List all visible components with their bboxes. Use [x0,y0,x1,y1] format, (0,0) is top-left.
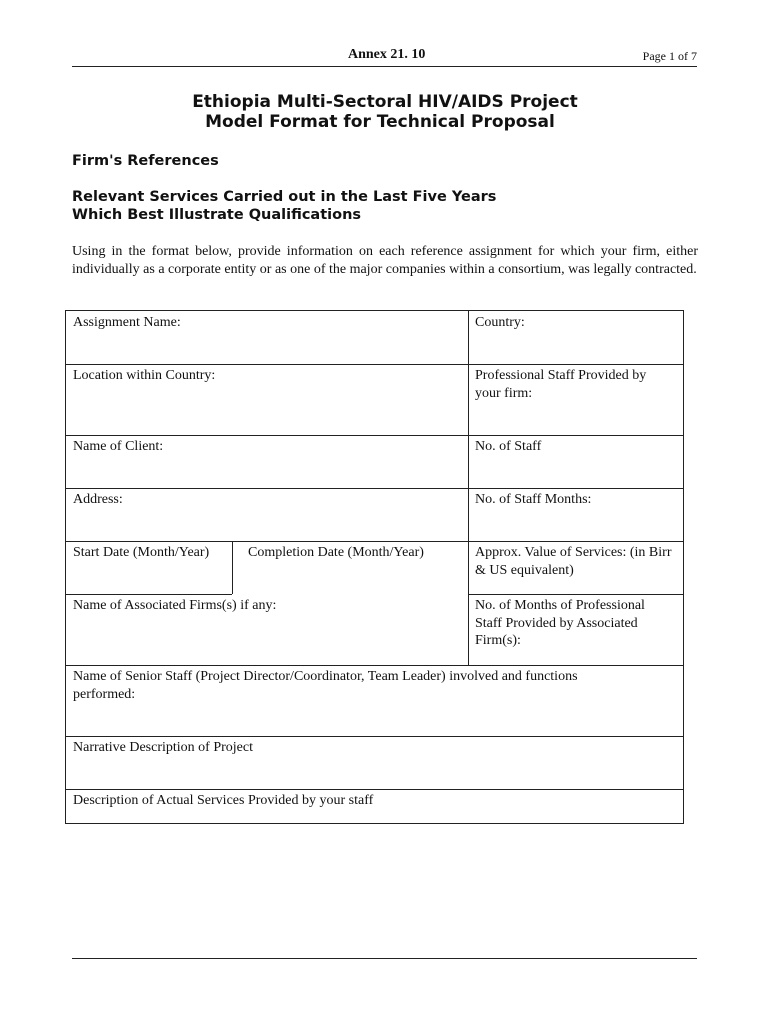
document-title [0,92,770,132]
client-name-field[interactable]: Name of Client: [73,439,164,454]
actual-services-field[interactable]: Description of Actual Services Provided by your staff [73,793,374,808]
reference-form-table [65,310,684,824]
page-number: Page 1 of 7 [642,49,697,63]
section-heading: Firm's References [72,153,219,169]
senior-staff-field[interactable]: Name of Senior Staff (Project Director/Coordinator, Team Leader) involved and functions performed: [73,669,578,702]
row-divider [66,435,683,436]
address-field[interactable]: Address: [73,492,123,507]
row-divider [66,665,683,666]
intro-paragraph: Using in the format below, provide information on each reference assignment for which your firm, either individually as a corporate entity or as one of the major companies within a consortium, was legally contracted. [72,244,698,277]
start-date-field[interactable]: Start Date (Month/Year) [73,545,210,560]
assignment-name-field[interactable]: Assignment Name: [73,315,181,330]
professional-staff-field[interactable]: Professional Staff Provided by your firm: [475,368,647,401]
row-divider [66,364,683,365]
column-divider [232,541,233,594]
title-line-2: Model Format for Technical Proposal [205,112,555,132]
location-field[interactable]: Location within Country: [73,368,216,383]
annex-number: Annex 21. 10 [348,47,426,62]
completion-date-field[interactable]: Completion Date (Month/Year) [248,545,424,560]
narrative-description-field[interactable]: Narrative Description of Project [73,740,253,755]
column-divider [468,311,469,665]
page-header [72,46,697,67]
associated-firms-field[interactable]: Name of Associated Firms(s) if any: [73,598,277,613]
approx-value-field[interactable]: Approx. Value of Services: (in Birr & US equivalent) [475,545,672,578]
associated-staff-months-field[interactable]: No. of Months of Professional Staff Provided by Associated Firm(s): [475,598,645,648]
row-divider [66,789,683,790]
subheading-line-1: Relevant Services Carried out in the Last Five Years [72,189,497,205]
subheading-line-2: Which Best Illustrate Qualifications [72,207,362,223]
title-line-1: Ethiopia Multi-Sectoral HIV/AIDS Project [192,92,578,112]
subheading [72,188,496,224]
country-field[interactable]: Country: [475,315,525,330]
row-divider [66,736,683,737]
row-divider [66,541,683,542]
footer-divider [72,958,697,959]
row-divider [468,594,683,595]
row-divider [66,594,232,595]
staff-months-field[interactable]: No. of Staff Months: [475,492,592,507]
staff-count-field[interactable]: No. of Staff [475,439,542,454]
row-divider [66,488,683,489]
